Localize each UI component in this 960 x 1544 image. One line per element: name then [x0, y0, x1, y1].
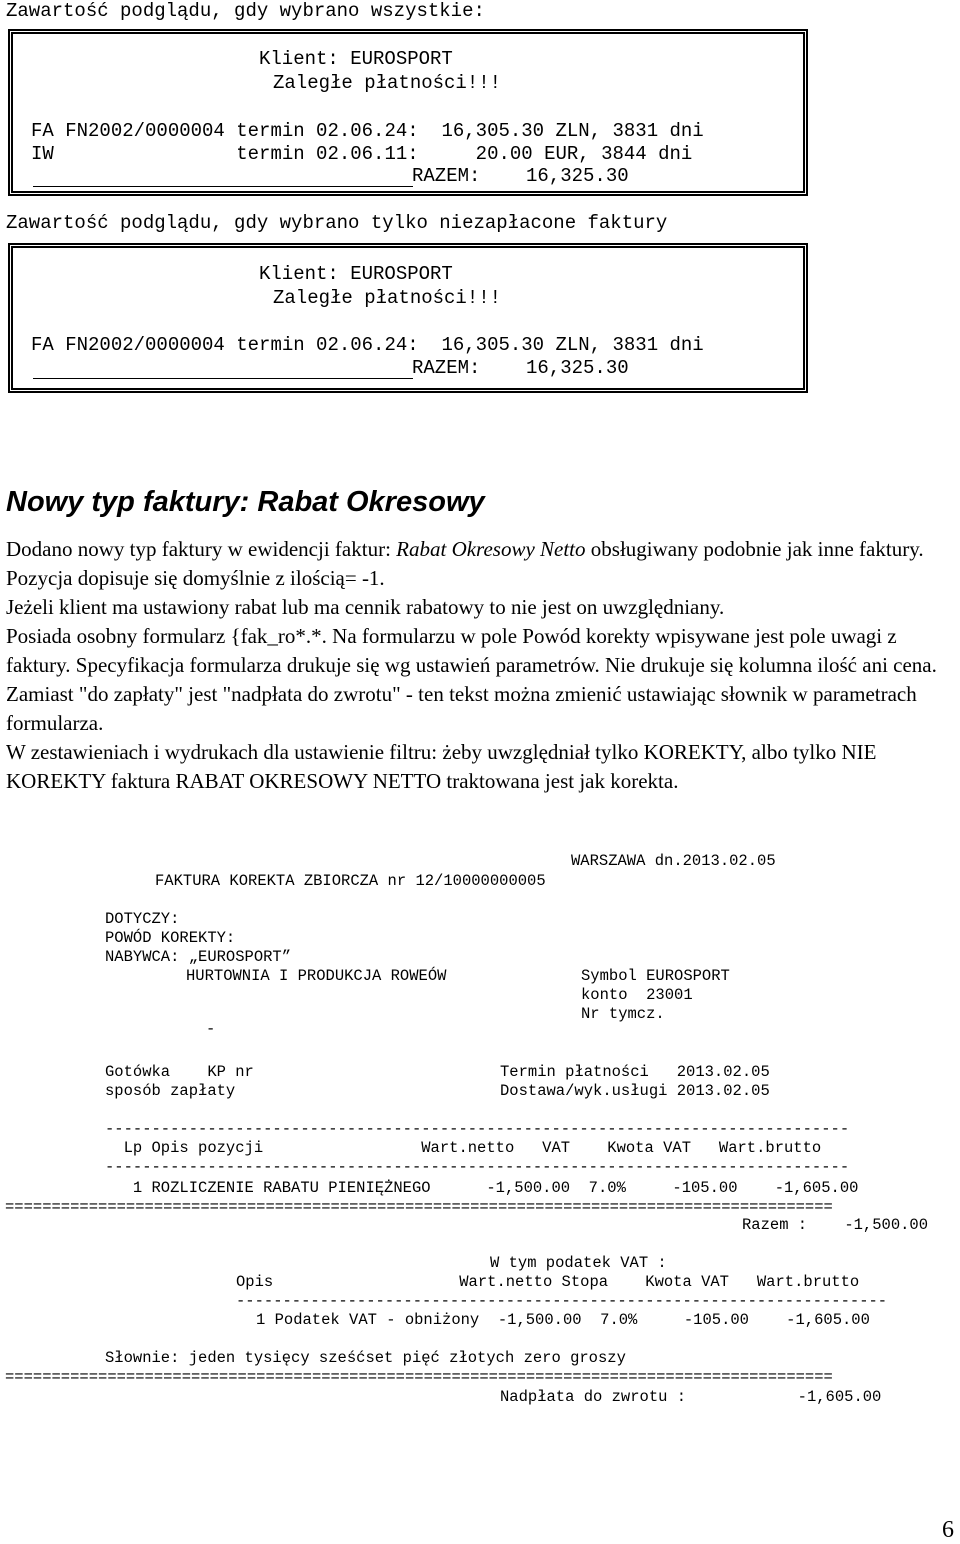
table-double-separator: =========================================================================================: [5, 1368, 833, 1386]
paragraph-2: Jeżeli klient ma ustawiony rabat lub ma cennik rabatowy to nie jest on uwzględniany.: [6, 595, 725, 619]
preview-box-all: [8, 29, 808, 196]
amount-in-words: Słownie: jeden tysięcy sześćset pięć złotych zero groszy: [105, 1349, 626, 1367]
total-label: RAZEM: 16,325.30: [412, 357, 629, 379]
vat-table-separator: ----------------------------------------------------------------------: [236, 1292, 888, 1310]
invoice-payment-method: Gotówka KP nr: [105, 1063, 254, 1081]
invoice-konto: konto 23001: [581, 986, 693, 1004]
overdue-row: FA FN2002/0000004 termin 02.06.24: 16,305.30 ZLN, 3831 dni: [31, 120, 704, 142]
preview-box-unpaid: [8, 243, 808, 393]
p1-text-a: Dodano nowy typ faktury w ewidencji faktur:: [6, 537, 397, 561]
invoice-symbol: Symbol EUROSPORT: [581, 967, 730, 985]
invoice-due-date: Termin płatności 2013.02.05: [500, 1063, 770, 1081]
vat-summary-title: W tym podatek VAT :: [490, 1254, 667, 1272]
section-body: [6, 535, 956, 796]
p1-text-b: obsługiwany podobnie jak inne faktury. Pozycja dopisuje się domyślnie z ilością= -1.: [6, 537, 924, 590]
total-label: RAZEM: 16,325.30: [412, 165, 629, 187]
invoice-title: FAKTURA KOREKTA ZBIORCZA nr 12/10000000005: [155, 872, 546, 890]
p1-emphasis: Rabat Okresowy Netto: [396, 537, 586, 561]
overdue-label: Zaległe płatności!!!: [273, 72, 502, 94]
client-label: Klient: EUROSPORT: [259, 48, 453, 70]
invoice-razem: Razem : -1,500.00: [742, 1216, 929, 1234]
invoice-overpayment: Nadpłata do zwrotu : -1,605.00: [500, 1388, 882, 1406]
invoice-buyer-name: HURTOWNIA I PRODUKCJA ROWEÓW: [186, 967, 447, 985]
table-separator: --------------------------------------------------------------------------------: [105, 1120, 850, 1138]
paragraph-1: [6, 535, 956, 593]
overdue-label: Zaległe płatności!!!: [273, 287, 502, 309]
caption-all: Zawartość podglądu, gdy wybrano wszystkie:: [6, 0, 485, 22]
invoice-place-date: WARSZAWA dn.2013.02.05: [571, 852, 776, 870]
invoice-nr-tymcz: Nr tymcz.: [581, 1005, 665, 1023]
client-label: Klient: EUROSPORT: [259, 263, 453, 285]
page-number: 6: [942, 1517, 954, 1543]
vat-table-row: 1 Podatek VAT - obniżony -1,500.00 7.0% -105.00 -1,605.00: [256, 1311, 870, 1329]
overdue-row: IW termin 02.06.11: 20.00 EUR, 3844 dni: [31, 143, 693, 165]
caption-unpaid: Zawartość podglądu, gdy wybrano tylko niezapłacone faktury: [6, 212, 668, 234]
invoice-buyer: NABYWCA: „EUROSPORT”: [105, 948, 292, 966]
invoice-payment-label: sposób zapłaty: [105, 1082, 236, 1100]
table-double-separator: =========================================================================================: [5, 1198, 833, 1216]
vat-table-header: Opis Wart.netto Stopa Kwota VAT Wart.brutto: [236, 1273, 860, 1291]
paragraph-4: W zestawieniach i wydrukach dla ustawienie filtru: żeby uwzględniał tylko KOREKTY, albo tylko NIE KOREKTY faktura RABAT OKRESOWY NETTO traktowana jest jak korekta.: [6, 740, 877, 793]
section-heading: Nowy typ faktury: Rabat Okresowy: [6, 486, 485, 518]
table-row: 1 ROZLICZENIE RABATU PIENIĘŻNEGO -1,500.00 7.0% -105.00 -1,605.00: [105, 1179, 859, 1197]
total-underline: [33, 378, 413, 379]
invoice-powod: POWÓD KOREKTY:: [105, 929, 236, 947]
table-separator: --------------------------------------------------------------------------------: [105, 1158, 850, 1176]
paragraph-3: Posiada osobny formularz {fak_ro*.*. Na formularzu w pole Powód korekty wpisywane jest pole uwagi z faktury. Specyfikacja formularza drukuje się wg ustawień parametrów. Nie drukuje się kolumna ilość ani cena. Zamiast "do zapłaty" jest "nadpłata do zwrotu" - ten tekst można zmienić ustawiając słownik w parametrach formularza.: [6, 624, 937, 735]
invoice-dotyczy: DOTYCZY:: [105, 910, 180, 928]
table-header: Lp Opis pozycji Wart.netto VAT Kwota VAT Wart.brutto: [105, 1139, 822, 1157]
total-underline: [33, 186, 413, 187]
invoice-delivery-date: Dostawa/wyk.usługi 2013.02.05: [500, 1082, 770, 1100]
overdue-row: FA FN2002/0000004 termin 02.06.24: 16,305.30 ZLN, 3831 dni: [31, 334, 704, 356]
invoice-dash: -: [206, 1020, 216, 1038]
